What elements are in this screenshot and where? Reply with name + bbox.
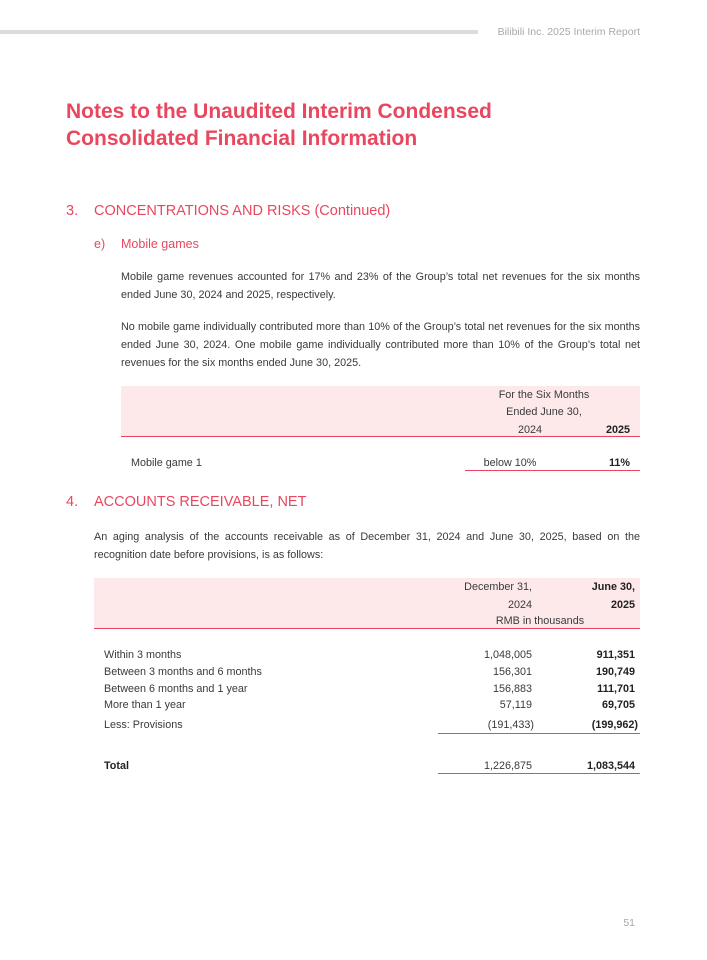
page-title-line2: Consolidated Financial Information [66,127,418,150]
receivables-col-2024-line2: 2024 [507,599,532,611]
section-4-title: ACCOUNTS RECEIVABLE, NET [94,494,307,510]
subsection-e-title: Mobile games [121,237,199,251]
provisions-underline [438,733,640,734]
receivables-row-2025: 69,705 [601,699,635,711]
total-2025: 1,083,544 [586,760,635,772]
receivables-col-2024-line1: December 31, [464,581,532,593]
receivables-col-2025-line2: 2025 [610,599,635,611]
total-label: Total [104,760,129,772]
provisions-2024: (191,433) [487,719,534,731]
receivables-row-2025: 911,351 [596,649,635,661]
receivables-row-2024: 1,048,005 [483,649,532,661]
receivables-row-2025: 111,701 [597,683,635,695]
header-rule [0,30,478,34]
mobile-game-header-line2: Ended June 30, [506,406,582,418]
mobile-games-paragraph-1: Mobile game revenues accounted for 17% and 23% of the Group’s total net revenues for the six months ended June 30, 2024 and 2025, respectively. [121,271,640,301]
mobile-game-header-line1: For the Six Months [498,389,590,401]
report-title: Bilibili Inc. 2025 Interim Report [497,26,640,38]
receivables-row-2024: 156,301 [492,666,532,678]
section-3-title: CONCENTRATIONS AND RISKS (Continued) [94,203,391,219]
provisions-label: Less: Provisions [104,719,183,731]
subsection-e-letter: e) [94,237,106,251]
receivables-row-label: Within 3 months [104,649,182,661]
receivables-row-label: Between 3 months and 6 months [104,666,262,678]
receivables-row-label: More than 1 year [104,699,186,711]
section-3-number: 3. [66,203,79,219]
mobile-game-row-label: Mobile game 1 [131,457,202,469]
receivables-unit: RMB in thousands [495,615,585,627]
provisions-2025: (199,962) [591,719,638,731]
receivables-row-2024: 156,883 [492,683,532,695]
mobile-games-paragraph-2: No mobile game individually contributed more than 10% of the Group’s total net revenues for the six months ended June 30, 2024. One mobile game individually contributed more than 10% of the Group’s total net revenues for the six months ended June 30, 2025. [121,321,640,369]
total-underline [438,773,640,774]
receivables-row-2025: 190,749 [595,666,635,678]
total-2024: 1,226,875 [483,760,532,772]
mobile-game-underline [465,470,640,471]
page-title [66,98,492,152]
receivables-row-2024: 57,119 [499,699,532,711]
page-number: 51 [623,917,635,929]
receivables-col-2025-line1: June 30, [591,581,635,593]
mobile-game-row-2025: 11% [608,457,630,469]
mobile-game-col-2025: 2025 [605,424,630,436]
section-4-number: 4. [66,494,79,510]
receivables-paragraph: An aging analysis of the accounts receivable as of December 31, 2024 and June 30, 2025, based on the recognition date before provisions, is as follows: [94,531,640,561]
mobile-game-row-2024: below 10% [483,457,537,469]
receivables-row-label: Between 6 months and 1 year [104,683,248,695]
mobile-game-col-2024: 2024 [517,424,543,436]
page-title-line1: Notes to the Unaudited Interim Condensed [66,100,492,123]
